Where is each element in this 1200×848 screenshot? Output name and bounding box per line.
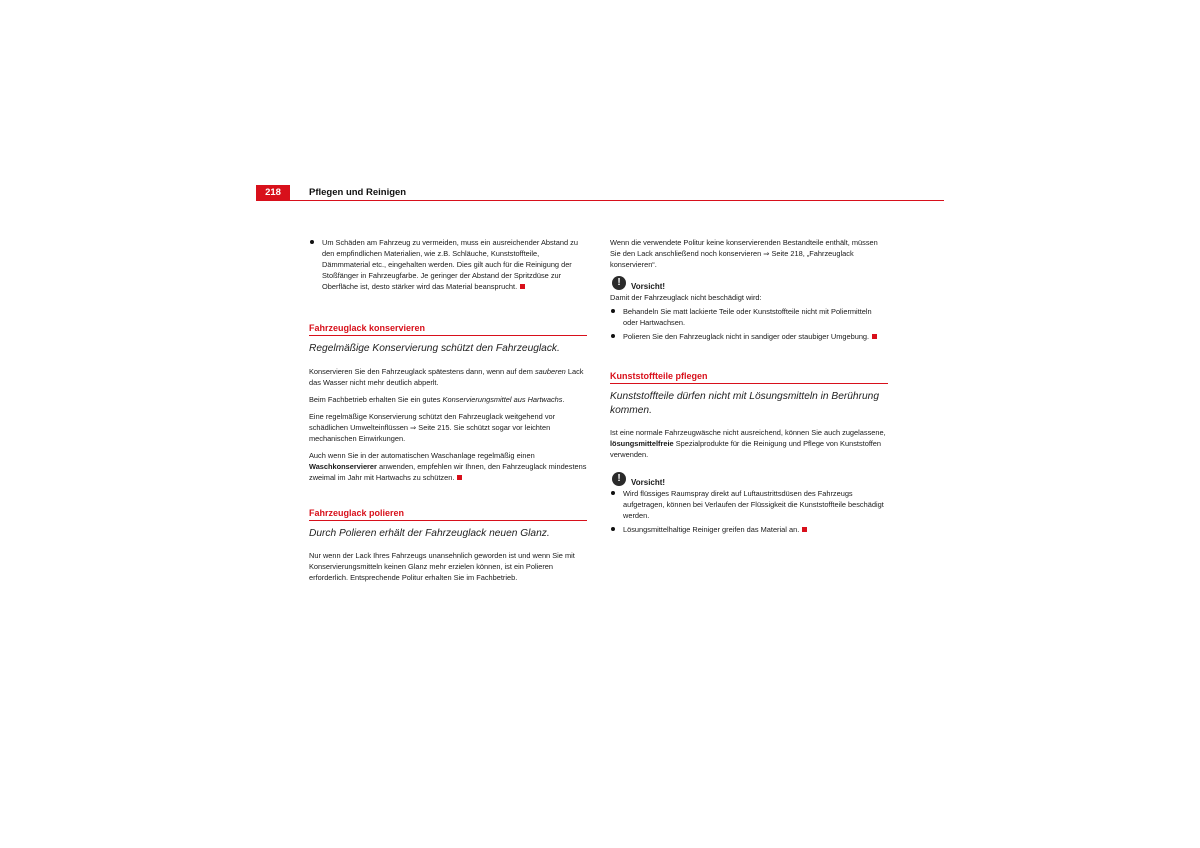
section-heading: Kunststoffteile pflegen	[610, 370, 888, 384]
section-lead: Regelmäßige Konservierung schützt den Fahrzeuglack.	[309, 343, 560, 354]
list-item: Um Schäden am Fahrzeug zu vermeiden, muss ein ausreichender Abstand zu den empfindlichen Materialien, wie z.B. Schläuche, Kunststoffteile, Dämmmaterial etc., eingehalten werden. Dies gilt auch für die Reinigung der Stoßfänger in Fahrzeugfarbe. Je geringer der Abstand der Spritzdüse zur Oberfläche ist, desto stärker wird das Material beansprucht.	[309, 237, 587, 292]
right-column	[610, 237, 888, 535]
list-item: Wird flüssiges Raumspray direkt auf Luftaustrittsdüsen des Fahrzeugs aufgetragen, können bei Verlaufen der Flüssigkeit die Kunststoffteile beschädigt werden.	[610, 488, 888, 521]
warning-icon: !	[612, 472, 626, 486]
paragraph: Eine regelmäßige Konservierung schützt den Fahrzeuglack weitgehend vor schädlichen Umwelteinflüssen ⇒ Seite 215. Sie schützt sogar vor leichten mechanischen Einwirkungen.	[309, 411, 556, 443]
end-mark-icon	[802, 527, 807, 532]
end-mark-icon	[872, 334, 877, 339]
bullet-icon	[611, 491, 615, 495]
caution-box	[610, 472, 888, 535]
paragraph: Beim Fachbetrieb erhalten Sie ein gutes Konservierungsmittel aus Hartwachs.	[309, 394, 565, 404]
bullet-icon	[611, 309, 615, 313]
page-header	[256, 185, 944, 203]
caution-title: Vorsicht!	[631, 282, 666, 291]
paragraph: Wenn die verwendete Politur keine konservierenden Bestandteile enthält, müssen Sie den Lack anschließend noch konservieren ⇒ Seite 218, „Fahrzeuglack konservieren“.	[610, 238, 878, 269]
page-number: 218	[256, 185, 290, 201]
bullet-icon	[310, 240, 314, 244]
caution-title: Vorsicht!	[631, 478, 666, 487]
caution-text: Damit der Fahrzeuglack nicht beschädigt wird:	[610, 293, 762, 302]
end-mark-icon	[457, 475, 462, 480]
list-item: Behandeln Sie matt lackierte Teile oder Kunststoffteile nicht mit Poliermitteln oder Hartwachsen.	[610, 306, 888, 328]
section-heading: Fahrzeuglack polieren	[309, 507, 587, 521]
list-item: Lösungsmittelhaltige Reiniger greifen das Material an.	[610, 524, 888, 535]
section-lead: Durch Polieren erhält der Fahrzeuglack neuen Glanz.	[309, 527, 550, 539]
section-heading: Fahrzeuglack konservieren	[309, 322, 587, 336]
warning-icon: !	[612, 276, 626, 290]
caution-box	[610, 276, 888, 342]
list-item: Polieren Sie den Fahrzeuglack nicht in sandiger oder staubiger Umgebung.	[610, 331, 888, 342]
chapter-title: Pflegen und Reinigen	[309, 187, 407, 198]
header-divider	[290, 200, 944, 201]
bullet-icon	[611, 527, 615, 531]
section-lead: Kunststoffteile dürfen nicht mit Lösungsmitteln in Berührung kommen.	[610, 391, 879, 416]
paragraph: Nur wenn der Lack Ihres Fahrzeugs unansehnlich geworden ist und wenn Sie mit Konservierungsmitteln keinen Glanz mehr erzielen können, ist ein Polieren erforderlich. Entsprechende Politur erhalten Sie im Fachbetrieb.	[309, 551, 575, 582]
paragraph: Auch wenn Sie in der automatischen Waschanlage regelmäßig einen Waschkonservierer anwenden, empfehlen wir Ihnen, den Fahrzeuglack mindestens zweimal im Jahr mit Hartwachs zu schützen.	[309, 450, 587, 482]
end-mark-icon	[520, 284, 525, 289]
bullet-icon	[611, 334, 615, 338]
paragraph: Ist eine normale Fahrzeugwäsche nicht ausreichend, können Sie auch zugelassene, lösungsmittelfreie Spezialprodukte für die Reinigung und Pflege von Kunststoffen verwenden.	[610, 428, 886, 459]
paragraph: Konservieren Sie den Fahrzeuglack spätestens dann, wenn auf dem sauberen Lack das Wasser nicht mehr deutlich abperlt.	[309, 366, 584, 387]
left-column	[309, 237, 587, 589]
